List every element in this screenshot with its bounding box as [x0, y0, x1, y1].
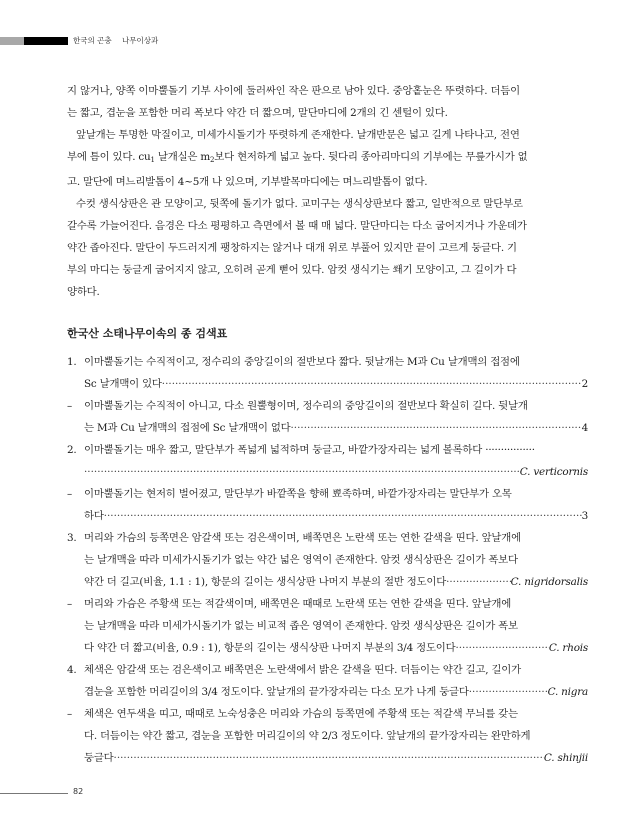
paragraph-1	[67, 80, 588, 124]
text-line: 는 짧고, 겹눈을 포함한 머리 폭보다 약간 더 짧으며, 말단마디에 2개의 긴 센털이 있다.	[67, 107, 448, 119]
key-entry	[67, 527, 588, 593]
text-line: 고. 말단에 며느리발톱이 4~5개 나 있으며, 기부발목마디에는 며느리발톱이 없다.	[67, 176, 428, 188]
couplet-reference: 2	[581, 378, 588, 390]
leader-dots	[455, 637, 548, 659]
text-line: 약간 좁아진다. 말단이 두드러지게 팽창하지는 않거나 대개 위로 부풀어 있지만 끝이 고르게 둥글다. 기	[67, 242, 517, 254]
key-marker: 4.	[67, 664, 77, 676]
key-entry	[67, 483, 588, 527]
key-text: 머리와 가슴은 주황색 또는 적갈색이며, 배쪽면은 때때로 노란색 또는 연한 갈색을 띤다. 앞날개에	[84, 598, 512, 610]
key-entry	[67, 659, 588, 703]
key-marker: 3.	[67, 532, 77, 544]
species-name: C. shinjii	[543, 752, 588, 764]
key-entry	[67, 593, 588, 659]
key-text: 이마뿔돌기는 현저히 벌어졌고, 말단부가 바깥쪽을 향해 뾰족하며, 바깥가장자리는 말단부가 오목	[84, 488, 512, 500]
leader-dots	[469, 681, 548, 703]
section-heading: 한국산 소태나무이속의 종 검색표	[67, 327, 228, 340]
key-text: 는 날개맥을 따라 미세가시돌기가 없는 약간 넓은 영역이 존재한다. 암컷 생식상판은 길이가 폭보다	[84, 554, 518, 566]
species-name: C. verticornis	[519, 466, 588, 478]
species-name: C. nigra	[547, 686, 588, 698]
text-line: 양하다.	[67, 286, 100, 298]
header-black-bar	[24, 37, 68, 45]
running-header	[0, 37, 637, 45]
key-text: 이마뿔돌기는 수직적이 아니고, 다소 원뿔형이며, 정수리의 중앙길이의 절반보다 확실히 길다. 뒷날개	[84, 400, 528, 412]
couplet-reference: 4	[581, 422, 588, 434]
key-marker: –	[67, 400, 72, 412]
key-entry	[67, 703, 588, 769]
header-gray-bar	[0, 37, 24, 45]
key-text: 머리와 가슴의 등쪽면은 암갈색 또는 검은색이며, 배쪽면은 노란색 또는 연한 갈색을 띤다. 앞날개에	[84, 532, 521, 544]
key-text: 체색은 연두색을 띠고, 때때로 노숙성충은 머리와 가슴의 등쪽면에 주황색 또는 적갈색 무늬를 갖는	[84, 708, 518, 720]
header-text	[73, 35, 166, 46]
page-number: 82	[73, 787, 84, 796]
leader-dots	[104, 505, 582, 527]
text-line: 부에 틈이 있다. $cu_1$ 날개실은 $m_2$보다 현저하게 넓고 높다. 뒷다리 종아리마디의 기부에는 무릎가시가 없	[67, 151, 528, 164]
key-entry	[67, 439, 588, 483]
key-entry	[67, 395, 588, 439]
leader-dots	[446, 571, 511, 593]
leader-dots	[114, 747, 544, 769]
book-title: 한국의 곤충	[73, 36, 112, 45]
key-text: 체색은 암갈색 또는 검은색이고 배쪽면은 노란색에서 밝은 갈색을 띤다. 더듬이는 약간 길고, 길이가	[84, 664, 521, 676]
text-line: 갈수록 가늘어진다. 음경은 다소 평평하고 측면에서 볼 때 매 넓다. 말단마디는 다소 굽어지거나 가운데가	[67, 220, 527, 232]
footer-rule	[0, 793, 68, 794]
paragraph-3	[67, 193, 588, 303]
identification-key	[67, 351, 588, 769]
key-marker: –	[67, 708, 72, 720]
key-text: 다. 더듬이는 약간 짧고, 겹눈을 포함한 머리길이의 약 2/3 정도이다. 앞날개의 끝가장자리는 완만하게	[84, 730, 531, 742]
key-text: Sc 날개맥이 있다	[84, 378, 162, 390]
key-text: 이마뿔돌기는 수직적이고, 정수리의 중앙길이의 절반보다 짧다. 뒷날개는 M과 Cu 날개맥의 접점에	[84, 356, 520, 368]
key-marker: –	[67, 488, 72, 500]
text-line: 부의 마디는 둥글게 굽어지지 않고, 오히려 곧게 뻗어 있다. 암컷 생식기는 쐐기 모양이고, 그 길이가 다	[67, 264, 517, 276]
key-text: 다 약간 더 짧고(비율, 0.9 : 1), 항문의 길이는 생식상판 나머지 부분의 3/4 정도이다	[84, 642, 456, 654]
leader-dots	[84, 461, 520, 483]
key-text: 는 M과 Cu 날개맥의 접점에 Sc 날개맥이 없다	[84, 422, 291, 434]
species-name: C. nigridorsalis	[510, 576, 588, 588]
paragraph-2	[67, 124, 588, 193]
text-line: 앞날개는 투명한 막질이고, 미세가시돌기가 뚜렷하게 존재한다. 날개반문은 넓고 길게 나타나고, 전연	[76, 129, 520, 141]
key-marker: 2.	[67, 444, 77, 456]
key-text: 약간 더 길고(비율, 1.1 : 1), 항문의 길이는 생식상판 나머지 부분의 절반 정도이다	[84, 576, 447, 588]
leader-dots	[162, 373, 582, 395]
key-text: 둥글다	[84, 752, 114, 764]
key-text: 겹눈을 포함한 머리길이의 3/4 정도이다. 앞날개의 끝가장자리는 다소 모가 나게 둥글다	[84, 686, 469, 698]
key-entry	[67, 351, 588, 395]
text-line: 수컷 생식상판은 관 모양이고, 뒷쪽에 돌기가 없다. 교미구는 생식상판보다 짧고, 일반적으로 말단부로	[76, 198, 523, 210]
key-marker: 1.	[67, 356, 77, 368]
key-text: 이마뿔돌기는 매우 짧고, 말단부가 폭넓게 넓적하며 둥글고, 바깥가장자리는 넓게 볼록하다 ················	[84, 444, 535, 456]
page-body	[67, 80, 588, 769]
chapter-title: 나무이상과	[122, 36, 159, 45]
key-text: 는 날개맥을 따라 미세가시돌기가 없는 비교적 좁은 영역이 존재한다. 암컷 생식상판은 길이가 폭보	[84, 620, 518, 632]
couplet-reference: 3	[581, 510, 588, 522]
key-marker: –	[67, 598, 72, 610]
text-line: 지 않거나, 양쪽 이마뿔돌기 기부 사이에 둘러싸인 작은 판으로 남아 있다. 중앙홑눈은 뚜렷하다. 더듬이	[67, 85, 520, 97]
leader-dots	[291, 417, 582, 439]
species-name: C. rhois	[548, 642, 588, 654]
key-text: 하다	[84, 510, 104, 522]
